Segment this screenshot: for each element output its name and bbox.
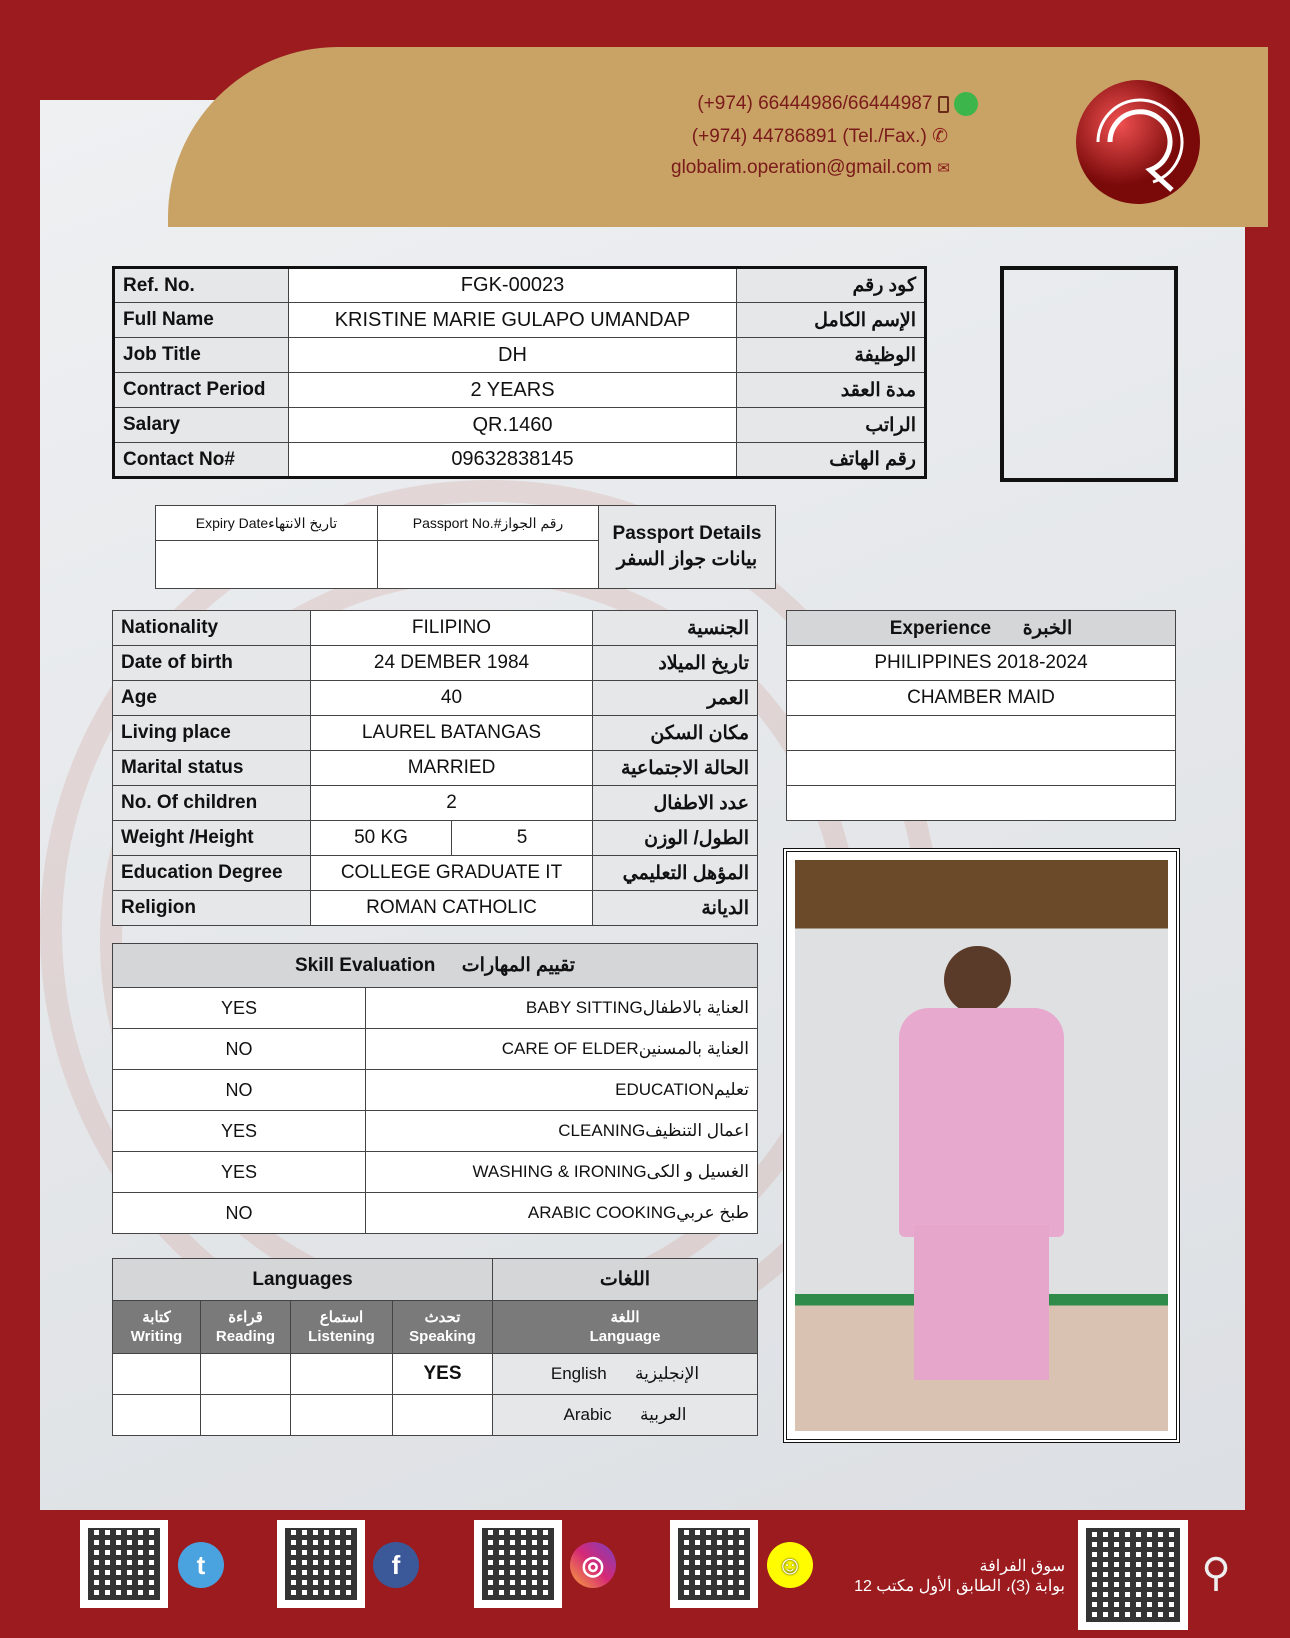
experience-row bbox=[787, 786, 1176, 821]
language-name: Arabic العربية bbox=[493, 1395, 758, 1436]
passport-number-header: Passport No.#رقم الجواز bbox=[378, 506, 599, 541]
personal-row bbox=[113, 646, 758, 681]
skill-value: NO bbox=[113, 1070, 366, 1111]
field-value: FGK-00023 bbox=[289, 268, 737, 303]
field-label: Religion bbox=[113, 891, 311, 926]
language-column-header: اللغة Language bbox=[493, 1301, 758, 1354]
experience-row bbox=[787, 646, 1176, 681]
info-row bbox=[114, 408, 926, 443]
company-logo bbox=[1050, 52, 1225, 227]
contact-mobile: (+974) 66444986/66444987 bbox=[697, 92, 978, 116]
field-label-ar: عدد الاطفال bbox=[593, 786, 758, 821]
experience-item: CHAMBER MAID bbox=[787, 681, 1176, 716]
skill-value: NO bbox=[113, 1193, 366, 1234]
skill-value: YES bbox=[113, 1111, 366, 1152]
passport-number-value bbox=[378, 541, 599, 589]
field-label: Nationality bbox=[113, 611, 311, 646]
field-label: No. Of children bbox=[113, 786, 311, 821]
field-value: FILIPINO bbox=[311, 611, 593, 646]
field-value: 40 bbox=[311, 681, 593, 716]
skill-row bbox=[113, 1070, 758, 1111]
skill-row bbox=[113, 988, 758, 1029]
phone-icon: ✆ bbox=[932, 126, 948, 147]
skill-value: YES bbox=[113, 1152, 366, 1193]
info-row bbox=[114, 443, 926, 478]
reading-value bbox=[201, 1395, 291, 1436]
personal-row bbox=[113, 821, 758, 856]
field-value: MARRIED bbox=[311, 751, 593, 786]
experience-header: Experience الخبرة bbox=[787, 611, 1176, 646]
field-label-ar: مدة العقد bbox=[737, 373, 926, 408]
skill-name: CARE OF ELDERالعناية بالمسنين bbox=[366, 1029, 758, 1070]
field-label: Contract Period bbox=[114, 373, 289, 408]
main-info-table bbox=[112, 266, 927, 479]
skill-name: WASHING & IRONINGالغسيل و الكى bbox=[366, 1152, 758, 1193]
passport-table bbox=[155, 505, 776, 589]
field-label: Date of birth bbox=[113, 646, 311, 681]
field-label-ar: رقم الهاتف bbox=[737, 443, 926, 478]
mobile-icon bbox=[938, 96, 949, 113]
field-label-ar: الجنسية bbox=[593, 611, 758, 646]
field-label: Contact No# bbox=[114, 443, 289, 478]
whatsapp-icon bbox=[954, 92, 978, 116]
info-row bbox=[114, 338, 926, 373]
expiry-date-header: Expiry Dateتاريخ الانتهاء bbox=[156, 506, 378, 541]
field-label: Ref. No. bbox=[114, 268, 289, 303]
language-column-header: تحدث Speaking bbox=[393, 1301, 493, 1354]
field-label-ar: الطول/ الوزن bbox=[593, 821, 758, 856]
language-name: English الإنجليزية bbox=[493, 1354, 758, 1395]
languages-title-en: Languages bbox=[113, 1259, 493, 1301]
personal-info-table bbox=[112, 610, 758, 926]
field-label-ar: الحالة الاجتماعية bbox=[593, 751, 758, 786]
candidate-photo bbox=[783, 848, 1180, 1443]
speaking-value: YES bbox=[393, 1354, 493, 1395]
height-value: 5 bbox=[452, 821, 593, 856]
skill-row bbox=[113, 1193, 758, 1234]
languages-table bbox=[112, 1258, 758, 1436]
languages-title-ar: اللغات bbox=[493, 1259, 758, 1301]
skill-name: BABY SITTINGالعناية بالاطفال bbox=[366, 988, 758, 1029]
field-label-ar: الوظيفة bbox=[737, 338, 926, 373]
field-label: Age bbox=[113, 681, 311, 716]
speaking-value bbox=[393, 1395, 493, 1436]
field-label-ar: تاريخ الميلاد bbox=[593, 646, 758, 681]
info-row bbox=[114, 268, 926, 303]
field-value: 2 bbox=[311, 786, 593, 821]
address: سوق الفرافة بوابة (3)، الطابق الأول مكتب 12 bbox=[854, 1558, 1065, 1595]
instagram-icon[interactable]: ◎ bbox=[570, 1542, 616, 1588]
skill-row bbox=[113, 1152, 758, 1193]
personal-row bbox=[113, 611, 758, 646]
twitter-qr-code bbox=[80, 1520, 168, 1608]
experience-table bbox=[786, 610, 1176, 821]
language-row bbox=[113, 1354, 758, 1395]
experience-item: PHILIPPINES 2018-2024 bbox=[787, 646, 1176, 681]
field-label-ar: كود رقم bbox=[737, 268, 926, 303]
field-value: 2 YEARS bbox=[289, 373, 737, 408]
field-label: Salary bbox=[114, 408, 289, 443]
field-label-ar: الديانة bbox=[593, 891, 758, 926]
field-label-ar: العمر bbox=[593, 681, 758, 716]
field-label-ar: الراتب bbox=[737, 408, 926, 443]
twitter-icon[interactable]: t bbox=[178, 1542, 224, 1588]
field-value: DH bbox=[289, 338, 737, 373]
field-value: 24 DEMBER 1984 bbox=[311, 646, 593, 681]
experience-item bbox=[787, 786, 1176, 821]
writing-value bbox=[113, 1354, 201, 1395]
experience-row bbox=[787, 751, 1176, 786]
field-label-ar: الإسم الكامل bbox=[737, 303, 926, 338]
personal-row bbox=[113, 856, 758, 891]
listening-value bbox=[291, 1354, 393, 1395]
instagram-qr-code bbox=[474, 1520, 562, 1608]
field-label: Education Degree bbox=[113, 856, 311, 891]
location-pin-icon[interactable]: ⚲ bbox=[1201, 1551, 1231, 1595]
personal-row bbox=[113, 891, 758, 926]
skill-row bbox=[113, 1111, 758, 1152]
field-label: Full Name bbox=[114, 303, 289, 338]
language-row bbox=[113, 1395, 758, 1436]
experience-item bbox=[787, 751, 1176, 786]
field-label: Living place bbox=[113, 716, 311, 751]
field-value: LAUREL BATANGAS bbox=[311, 716, 593, 751]
field-label-ar: مكان السكن bbox=[593, 716, 758, 751]
language-column-header: استماع Listening bbox=[291, 1301, 393, 1354]
field-label: Job Title bbox=[114, 338, 289, 373]
experience-row bbox=[787, 681, 1176, 716]
language-column-header: كتابة Writing bbox=[113, 1301, 201, 1354]
field-value: COLLEGE GRADUATE IT bbox=[311, 856, 593, 891]
language-column-header: قراءة Reading bbox=[201, 1301, 291, 1354]
writing-value bbox=[113, 1395, 201, 1436]
listening-value bbox=[291, 1395, 393, 1436]
skill-value: YES bbox=[113, 988, 366, 1029]
skill-name: ARABIC COOKINGطبخ عربي bbox=[366, 1193, 758, 1234]
field-value: QR.1460 bbox=[289, 408, 737, 443]
personal-row bbox=[113, 751, 758, 786]
facebook-qr-code bbox=[277, 1520, 365, 1608]
field-value: ROMAN CATHOLIC bbox=[311, 891, 593, 926]
personal-row bbox=[113, 716, 758, 751]
skill-evaluation-table bbox=[112, 943, 758, 1234]
field-value: KRISTINE MARIE GULAPO UMANDAP bbox=[289, 303, 737, 338]
location-qr-code bbox=[1078, 1520, 1188, 1630]
skill-value: NO bbox=[113, 1029, 366, 1070]
snapchat-icon[interactable]: ☺ bbox=[767, 1542, 813, 1588]
expiry-date-value bbox=[156, 541, 378, 589]
mail-icon: ✉ bbox=[937, 160, 950, 177]
contact-tel: (+974) 44786891 (Tel./Fax.) ✆ bbox=[691, 126, 948, 147]
personal-row bbox=[113, 681, 758, 716]
skill-row bbox=[113, 1029, 758, 1070]
contact-email[interactable]: globalim.operation@gmail.com ✉ bbox=[671, 157, 950, 178]
field-label: Marital status bbox=[113, 751, 311, 786]
info-row bbox=[114, 373, 926, 408]
passport-details-title: Passport Details بيانات جواز السفر bbox=[599, 506, 776, 589]
field-label: Weight /Height bbox=[113, 821, 311, 856]
reading-value bbox=[201, 1354, 291, 1395]
photo-placeholder bbox=[1000, 266, 1178, 482]
field-value: 09632838145 bbox=[289, 443, 737, 478]
field-label-ar: المؤهل التعليمي bbox=[593, 856, 758, 891]
skill-name: EDUCATIONتعليم bbox=[366, 1070, 758, 1111]
experience-item bbox=[787, 716, 1176, 751]
skill-name: CLEANINGاعمال التنظيف bbox=[366, 1111, 758, 1152]
info-row bbox=[114, 303, 926, 338]
personal-row bbox=[113, 786, 758, 821]
skill-header: Skill Evaluation تقييم المهارات bbox=[113, 944, 758, 988]
snapchat-qr-code bbox=[670, 1520, 758, 1608]
experience-row bbox=[787, 716, 1176, 751]
weight-value: 50 KG bbox=[311, 821, 452, 856]
facebook-icon[interactable]: f bbox=[373, 1542, 419, 1588]
